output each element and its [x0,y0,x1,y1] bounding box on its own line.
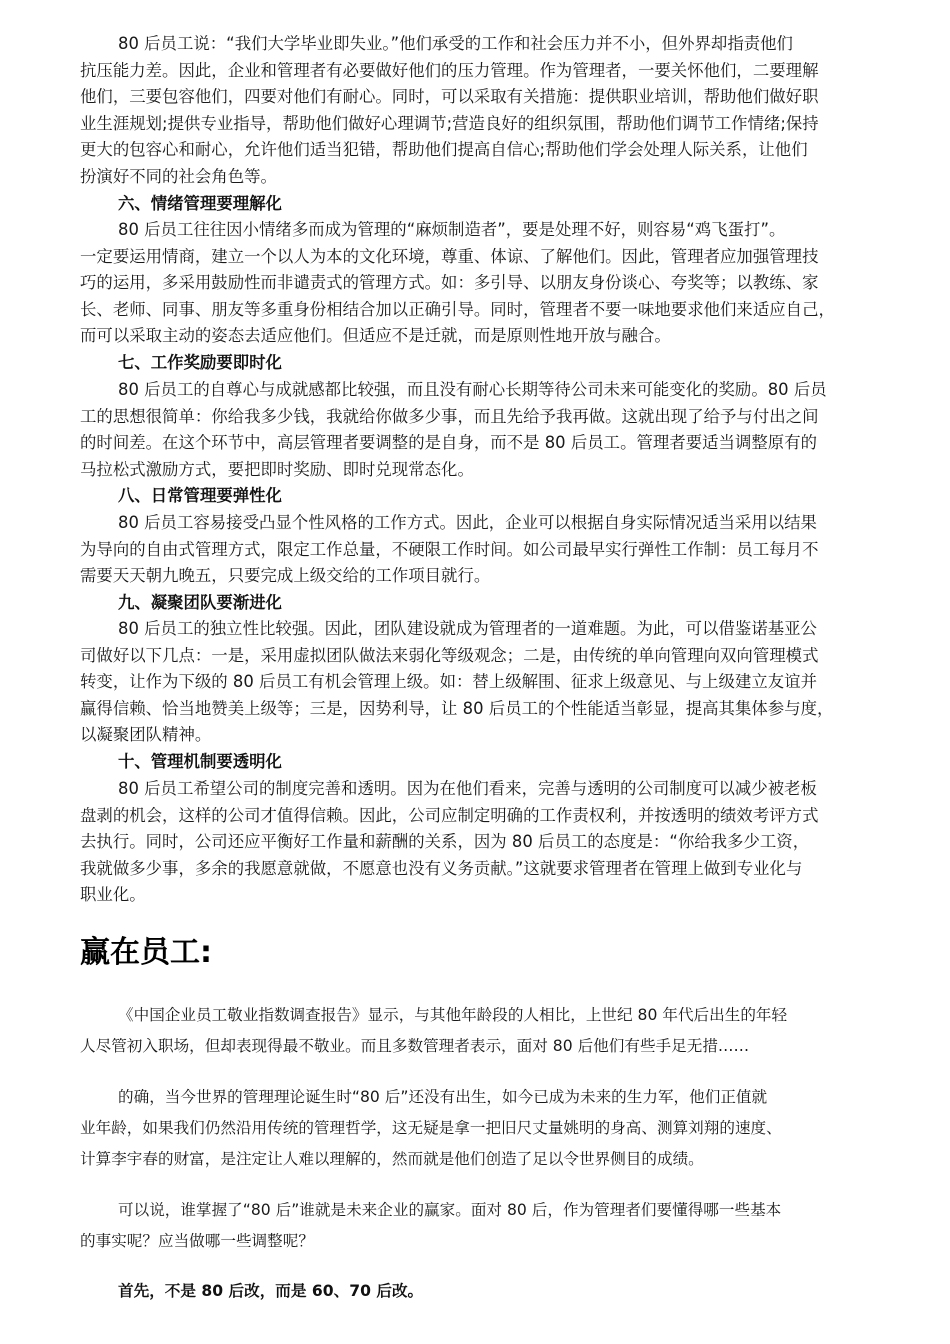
paragraph-10 [80,776,880,909]
text-line: 人尽管初入职场，但却表现得最不敬业。而且多数管理者表示，面对 80 后他们有些手足无措…… [80,1037,750,1055]
text-line: 可以说，谁掌握了“80 后”谁就是未来企业的赢家。面对 80 后，作为管理者们要懂得哪一些基本 [118,1201,782,1219]
text-line: 80 后员工往往因小情绪多而成为管理的“麻烦制造者”，要是处理不好，则容易“鸡飞蛋打”。 [118,220,786,239]
paragraph-7 [80,377,880,483]
text-line: 80 后员工说：“我们大学毕业即失业。”他们承受的工作和社会压力并不小，但外界却指责他们 [118,34,793,53]
paragraph-theory [80,1082,880,1175]
text-line: 盘剥的机会，这样的公司才值得信赖。因此，公司应制定明确的工作责权利，并按透明的绩效考评方式 [80,805,819,825]
heading-6: 六、情绪管理要理解化 [118,194,282,213]
paragraph-report [80,1000,880,1062]
text-line: 80 后员工容易接受凸显个性风格的工作方式。因此，企业可以根据自身实际情况适当采用以结果 [118,513,817,532]
text-line: 马拉松式激励方式，要把即时奖励、即时兑现常态化。 [80,459,474,479]
paragraph-stress-management [80,31,880,191]
text-line: 赢得信赖、恰当地赞美上级等；三是，因势利导，让 80 后员工的个性能适当彰显，提高其集体参与度， [80,698,834,718]
text-line: 转变，让作为下级的 80 后员工有机会管理上级。如：替上级解围、征求上级意见、与上级建立友谊并 [80,672,818,692]
text-line: 他们，三要包容他们，四要对他们有耐心。同时，可以采取有关措施：提供职业培训，帮助他们做好职 [80,87,819,107]
text-line: 巧的运用，多采用鼓励性而非谴责式的管理方式。如：多引导、以朋友身份谈心、夸奖等；以教练、家 [80,273,819,293]
text-line: 更大的包容心和耐心，允许他们适当犯错，帮助他们提高自信心;帮助他们学会处理人际关系，让他们 [80,140,808,160]
text-line: 抗压能力差。因此，企业和管理者有必要做好他们的压力管理。作为管理者，一要关怀他们，二要理解 [80,60,819,80]
paragraph-9 [80,616,880,749]
text-line: 业年龄，如果我们仍然沿用传统的管理哲学，这无疑是拿一把旧尺丈量姚明的身高、测算刘翔的速度、 [80,1119,782,1137]
text-line: 司做好以下几点：一是，采用虚拟团队做法来弱化等级观念；二是，由传统的单向管理向双向管理模式 [80,645,819,665]
text-line: 职业化。 [80,885,146,905]
text-line: 的确，当今世界的管理理论诞生时“80 后”还没有出生，如今已成为未来的生力军，他们正值就 [118,1088,768,1106]
heading-10: 十、管理机制要透明化 [118,752,282,771]
heading-7: 七、工作奖励要即时化 [118,353,282,372]
heading-8: 八、日常管理要弹性化 [118,486,282,505]
text-line: 以凝聚团队精神。 [80,725,212,745]
text-line: 工的思想很简单：你给我多少钱，我就给你做多少事，而且先给予我再做。这就出现了给予与付出之间 [80,406,819,426]
paragraph-8 [80,510,880,590]
paragraph-first: 首先，不是 80 后改，而是 60、70 后改。 [118,1282,424,1300]
text-line: 长、老师、同事、朋友等多重身份相结合加以正确引导。同时，管理者不要一味地要求他们来适应自己， [80,299,835,319]
text-line: 80 后员工的自尊心与成就感都比较强，而且没有耐心长期等待公司未来可能变化的奖励。80 后员 [118,380,827,399]
paragraph-winner [80,1195,880,1257]
text-line: 计算李宇春的财富，是注定让人难以理解的，然而就是他们创造了足以令世界侧目的成绩。 [80,1150,704,1168]
text-line: 扮演好不同的社会角色等。 [80,166,277,186]
text-line: 一定要运用情商，建立一个以人为本的文化环境，尊重、体谅、了解他们。因此，管理者应加强管理技 [80,246,819,266]
text-line: 业生涯规划;提供专业指导，帮助他们做好心理调节;营造良好的组织氛围，帮助他们调节工作情绪;保持 [80,113,819,133]
text-line: 的时间差。在这个环节中，高层管理者要调整的是自身，而不是 80 后员工。管理者要适当调整原有的 [80,433,818,453]
text-line: 去执行。同时，公司还应平衡好工作量和薪酬的关系，因为 80 后员工的态度是：“你给我多少工资， [80,832,810,852]
text-line: 80 后员工希望公司的制度完善和透明。因为在他们看来，完善与透明的公司制度可以减少被老板 [118,779,817,798]
paragraph-6 [80,217,880,350]
text-line: 而可以采取主动的姿态去适应他们。但适应不是迁就，而是原则性地开放与融合。 [80,326,671,346]
text-line: 需要天天朝九晚五，只要完成上级交给的工作项目就行。 [80,566,491,586]
heading-9: 九、凝聚团队要渐进化 [118,593,282,612]
text-line: 为导向的自由式管理方式，限定工作总量，不硬限工作时间。如公司最早实行弹性工作制：员工每月不 [80,539,819,559]
text-line: 80 后员工的独立性比较强。因此，团队建设就成为管理者的一道难题。为此，可以借鉴诺基亚公 [118,619,817,638]
section-title: 赢在员工: [80,935,212,970]
text-line: 我就做多少事，多余的我愿意就做，不愿意也没有义务贡献。”这就要求管理者在管理上做到专业化与 [80,858,803,878]
text-line: 《中国企业员工敬业指数调查报告》显示，与其他年龄段的人相比，上世纪 80 年代后出生的年轻 [118,1006,788,1024]
text-line: 的事实呢？应当做哪一些调整呢？ [80,1232,314,1250]
